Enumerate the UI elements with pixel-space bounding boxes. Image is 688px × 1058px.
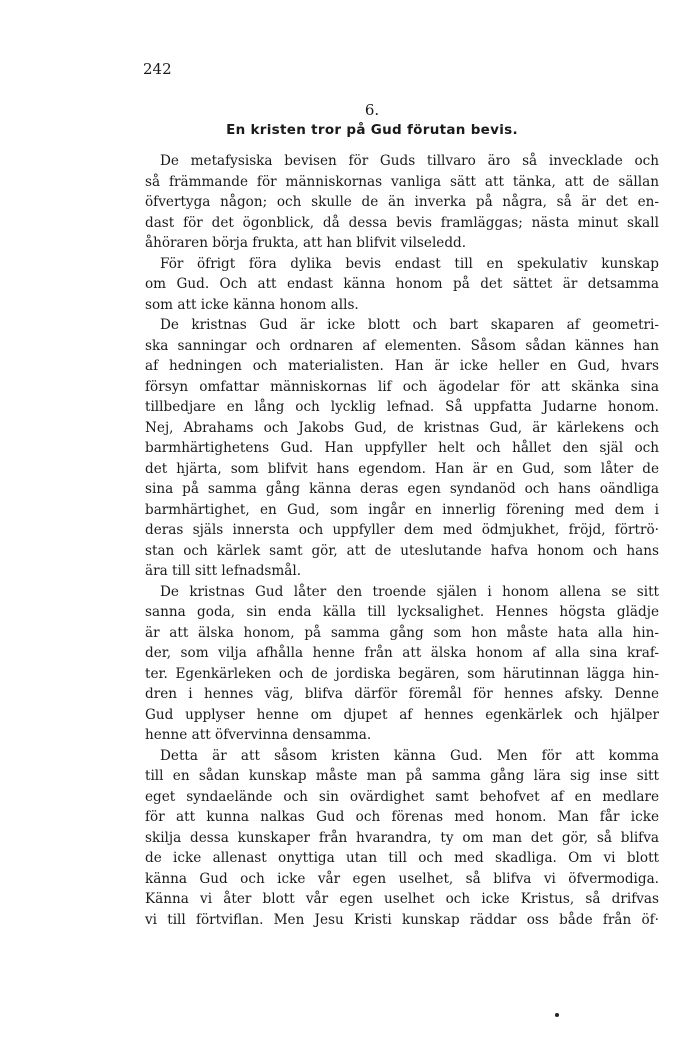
text-line: sanna goda, sin enda källa till lycksalighet. Hennes högsta glädje: [145, 604, 659, 620]
text-line: deras själs innersta och uppfyller dem med ödmjukhet, fröjd, förtrö·: [145, 522, 659, 538]
text-line: skilja dessa kunskaper från hvarandra, ty om man det gör, så blifva: [145, 829, 659, 846]
text-line: som att icke känna honom alls.: [145, 296, 359, 313]
text-line: eget syndaelände och sin ovärdighet samt behofvet af en medlare: [145, 788, 659, 805]
text-line: så främmande för människornas vanliga sätt att tänka, att de sällan: [145, 173, 659, 190]
text-line: der, som vilja afhålla henne från att älska honom af alla sina kraf-: [145, 645, 659, 661]
section-number: 6.: [364, 101, 380, 119]
text-line: till en sådan kunskap måste man på samma gång lära sig inse sitt: [145, 768, 659, 784]
text-line: ter. Egenkärleken och de jordiska begären, som härutinnan lägga hin-: [145, 665, 659, 682]
section-title: En kristen tror på Gud förutan bevis.: [226, 122, 518, 138]
text-line: Detta är att såsom kristen känna Gud. Men för att komma: [160, 747, 659, 764]
paragraph: [145, 582, 659, 746]
text-line: vi till förtviflan. Men Jesu Kristi kunskap räddar oss både från öf·: [145, 911, 659, 928]
text-line: känna Gud och icke vår egen uselhet, så blifva vi öfvermodiga.: [145, 870, 659, 887]
paragraph: [145, 315, 659, 582]
text-line: henne att öfvervinna densamma.: [145, 727, 372, 743]
text-line: det hjärta, som blifvit hans egendom. Han är en Gud, som låter de: [145, 460, 659, 477]
text-line: dren i hennes väg, blifva därför föremål för hennes afsky. Denne: [145, 686, 659, 702]
text-line: om Gud. Och att endast känna honom på det sättet är detsamma: [145, 276, 659, 292]
text-line: sina på samma gång känna deras egen syndanöd och hans oändliga: [145, 481, 659, 497]
text-line: Känna vi åter blott vår egen uselhet och icke Kristus, så drifvas: [145, 891, 659, 907]
text-line: barmhärtighetens Gud. Han uppfyller helt och hållet den själ och: [145, 440, 659, 456]
text-line: ära till sitt lefnadsmål.: [145, 563, 302, 579]
text-line: De kristnas Gud låter den troende själen i honom allena se sitt: [160, 583, 659, 600]
text-line: dast för det ögonblick, då dessa bevis framläggas; nästa minut skall: [145, 214, 659, 231]
paragraph: [145, 746, 659, 931]
text-line: öfvertyga någon; och skulle de än inverka på några, så är det en-: [145, 194, 659, 210]
text-line: de icke allenast onyttiga utan till och med skadliga. Om vi blott: [145, 850, 659, 866]
text-line: Gud upplyser henne om djupet af hennes egenkärlek och hjälper: [145, 706, 659, 723]
text-line: För öfrigt föra dylika bevis endast till en spekulativ kunskap: [160, 255, 659, 272]
text-line: Nej, Abrahams och Jakobs Gud, de kristnas Gud, är kärlekens och: [145, 419, 659, 436]
paragraph: [145, 151, 659, 254]
ink-speck: [555, 1013, 559, 1017]
text-line: är att älska honom, på samma gång som hon måste hata alla hin-: [145, 624, 659, 641]
text-line: tillbedjare en lång och lycklig lefnad. Så uppfatta Judarne honom.: [145, 399, 659, 415]
text-line: för att kunna nalkas Gud och förenas med honom. Man får icke: [145, 809, 659, 825]
text-line: stan och kärlek samt gör, att de uteslutande hafva honom och hans: [145, 542, 659, 559]
text-line: åhöraren börja frukta, att han blifvit vilseledd.: [145, 235, 467, 251]
page-number: 242: [143, 60, 172, 78]
paragraph: [145, 254, 659, 316]
text-line: af hedningen och materialisten. Han är icke heller en Gud, hvars: [145, 358, 659, 374]
body-text: [145, 151, 659, 930]
text-line: De metafysiska bevisen för Guds tillvaro äro så invecklade och: [160, 153, 659, 169]
text-line: barmhärtighet, en Gud, som ingår en innerlig förening med dem i: [145, 501, 659, 518]
text-line: försyn omfattar människornas lif och ägodelar för att skänka sina: [145, 378, 659, 395]
text-line: De kristnas Gud är icke blott och bart skaparen af geometri-: [160, 317, 659, 333]
text-line: ska sanningar och ordnaren af elementen. Såsom sådan kännes han: [145, 337, 659, 354]
